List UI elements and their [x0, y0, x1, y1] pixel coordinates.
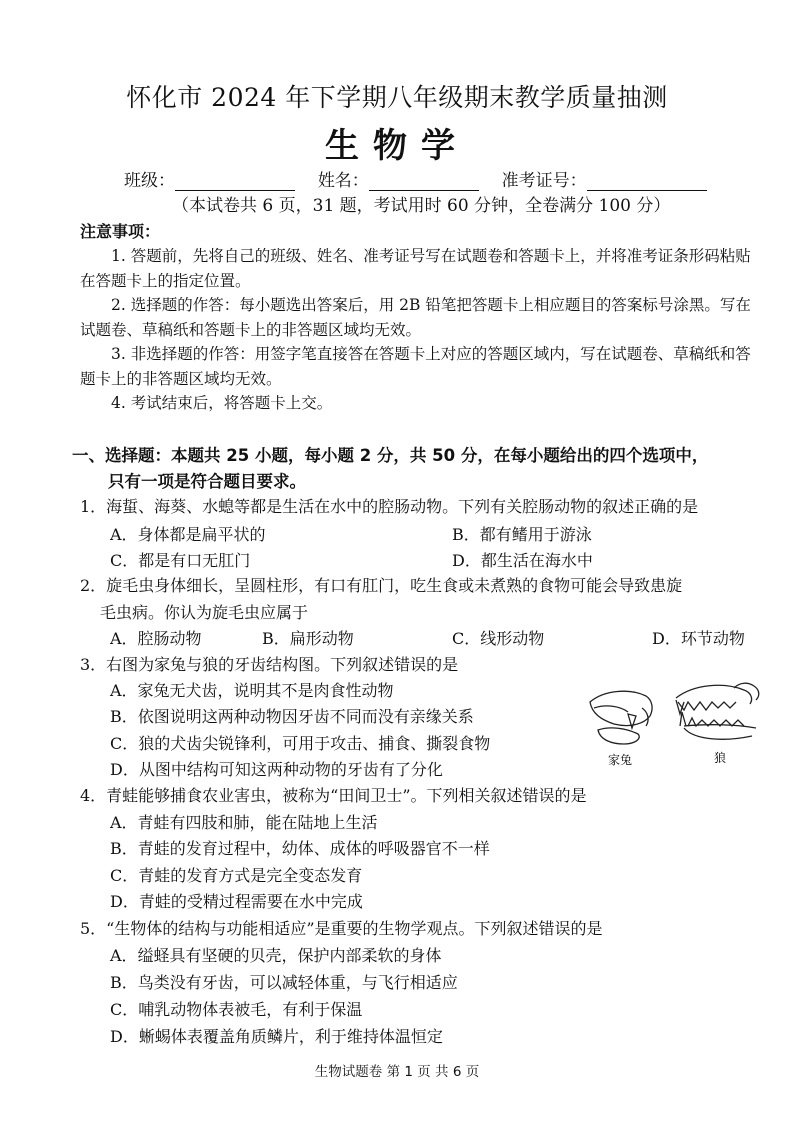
exam-info: （本试卷共 6 页，31 题，考试用时 60 分钟，全卷满分 100 分） [172, 196, 671, 216]
question-stem: 2．旋毛虫身体细长，呈圆柱形，有口有肛门，吃生食或未煮熟的食物可能会导致患旋 [80, 576, 683, 595]
option-d: D．从图中结构可知这两种动物的牙齿有了分化 [110, 760, 443, 779]
option-b: B．依图说明这两种动物因牙齿不同而没有亲缘关系 [110, 707, 474, 726]
question-3 [80, 652, 770, 679]
notice-heading: 注意事项： [80, 222, 161, 241]
notice-item: 1. 答题前，先将自己的班级、姓名、准考证号写在试题卷和答题卡上，并将准考证条形码粘贴在答题卡上的指定位置。 [80, 247, 751, 290]
option-c: C．都是有口无肛门 [110, 551, 251, 570]
rabbit-label: 家兔 [607, 753, 633, 767]
exam-id-blank [587, 174, 707, 191]
student-fields [124, 166, 707, 191]
option-c: C．线形动物 [452, 629, 545, 648]
option-d: D．青蛙的受精过程需要在水中完成 [110, 892, 363, 911]
question-5 [80, 916, 770, 943]
section-heading [72, 443, 772, 495]
class-blank [175, 174, 295, 191]
option-b: B．青蛙的发育过程中，幼体、成体的呼吸器官不一样 [110, 839, 490, 858]
notice-list [80, 244, 760, 416]
option-d: D．环节动物 [652, 629, 745, 648]
question-stem: 3．右图为家兔与狼的牙齿结构图。下列叙述错误的是 [80, 655, 459, 674]
option-a: A．腔肠动物 [110, 629, 202, 648]
option-a: A．家兔无犬齿，说明其不是肉食性动物 [110, 681, 394, 700]
subject-title: 生物学 [325, 126, 469, 166]
rabbit-skull-drawing [590, 691, 652, 744]
teeth-diagram [584, 678, 769, 770]
question-stem-cont: 毛虫病。你认为旋毛虫应属于 [100, 602, 309, 622]
notice-item: 2. 选择题的作答：每小题选出答案后，用 2B 铅笔把答题卡上相应题目的答案标号涂黑。写在试题卷、草稿纸和答题卡上的非答题区域均无效。 [80, 296, 751, 339]
option-c: C．狼的犬齿尖锐锋利，可用于攻击、捕食、撕裂食物 [110, 734, 491, 753]
teeth-figure [584, 678, 769, 770]
question-2 [80, 573, 770, 626]
option-c: C．青蛙的发育方式是完全变态发育 [110, 866, 363, 885]
question-stem: 1．海蜇、海葵、水螅等都是生活在水中的腔肠动物。下列有关腔肠动物的叙述正确的是 [80, 497, 699, 516]
option-a: A．缢蛏具有坚硬的贝壳，保护内部柔软的身体 [110, 946, 442, 965]
class-label: 班级： [124, 171, 175, 191]
option-a: A．身体都是扁平状的 [110, 525, 266, 544]
wolf-label: 狼 [713, 751, 727, 765]
question-4 [80, 783, 770, 810]
option-d: D．都生活在海水中 [452, 551, 593, 570]
option-c: C．哺乳动物体表被毛，有利于保温 [110, 1000, 363, 1019]
option-d: D．蜥蜴体表覆盖角质鳞片，利于维持体温恒定 [110, 1027, 443, 1046]
exam-id-label: 准考证号： [501, 171, 587, 191]
exam-title: 怀化市 2024 年下学期八年级期末教学质量抽测 [126, 83, 668, 112]
name-blank [369, 174, 479, 191]
notice-item: 4. 考试结束后，将答题卡上交。 [111, 394, 333, 412]
notice-item: 3. 非选择题的作答：用签字笔直接答在答题卡上对应的答题区域内，写在试题卷、草稿纸和答题卡上的非答题区域均无效。 [80, 345, 751, 388]
page-footer: 生物试题卷 第 1 页 共 6 页 [314, 1064, 480, 1080]
section-line-2: 只有一项是符合题目要求。 [108, 472, 306, 491]
option-b: B．都有鳍用于游泳 [452, 525, 592, 544]
question-stem: 4．青蛙能够捕食农业害虫，被称为“田间卫士”。下列相关叙述错误的是 [80, 786, 587, 805]
wolf-skull-drawing [676, 683, 759, 739]
question-stem: 5．“生物体的结构与功能相适应”是重要的生物学观点。下列叙述错误的是 [80, 919, 603, 938]
option-b: B．鸟类没有牙齿，可以减轻体重，与飞行相适应 [110, 973, 458, 992]
name-label: 姓名： [317, 171, 369, 191]
option-a: A．青蛙有四肢和肺，能在陆地上生活 [110, 813, 378, 832]
section-line-1: 一、选择题：本题共 25 小题，每小题 2 分，共 50 分，在每小题给出的四个选项中， [72, 446, 709, 465]
option-b: B．扁形动物 [262, 629, 354, 648]
question-1 [80, 494, 770, 521]
